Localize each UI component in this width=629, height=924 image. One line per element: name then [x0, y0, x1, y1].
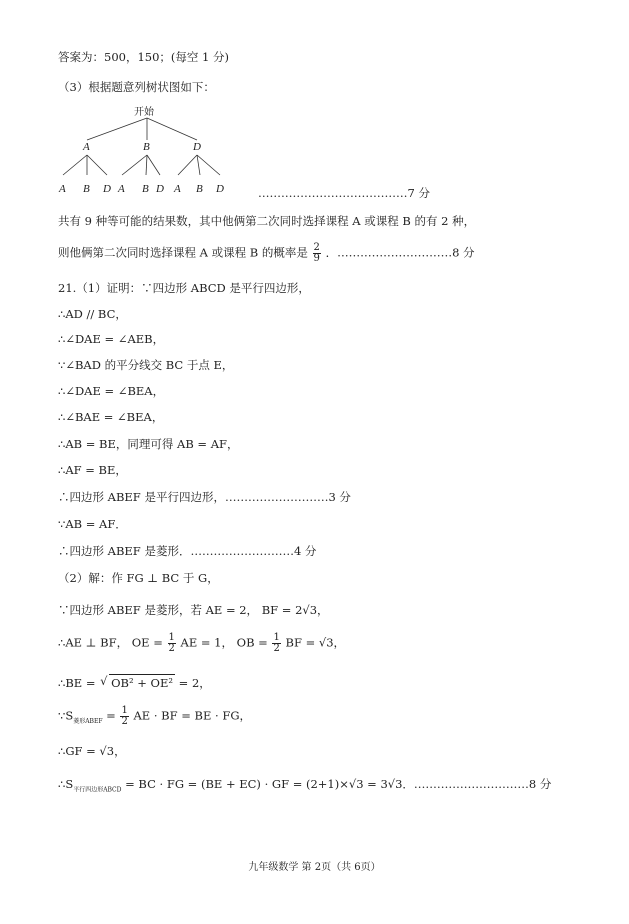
tree-node-a: A: [83, 141, 90, 153]
p2-line-2-c: BF = √3，: [285, 635, 346, 650]
probability-fraction: [313, 243, 321, 264]
fraction-denominator: 9: [313, 253, 320, 264]
p2-line-2: [58, 633, 345, 654]
half-fraction: [168, 633, 176, 654]
p2-line-2-a: ∴AE ⊥ BF， OE =: [58, 635, 163, 650]
p2-line-4-a: ∵S: [58, 708, 74, 723]
p2-line-1: ∵四边形 ABEF 是菱形，若 AE = 2， BF = 2√3，: [58, 603, 329, 617]
answer-line: 答案为：500，150；(每空 1 分): [58, 50, 229, 64]
tree-diagram: [50, 100, 250, 200]
tree-leaf: B: [196, 183, 203, 195]
proof-line: ∴AD // BC，: [58, 307, 127, 321]
page-footer: 九年级数学 第 2页（共 6页）: [248, 862, 381, 873]
tree-leaf: B: [142, 183, 149, 195]
p2-line-6-a: ∴S: [58, 777, 74, 791]
proof-line: ∴四边形 ABEF 是平行四边形，………………………3 分: [58, 490, 351, 504]
tree-leaf: A: [59, 183, 66, 195]
p2-line-3-b: = 2，: [178, 676, 211, 690]
tree-leaf: D: [216, 183, 224, 195]
p2-line-4: [58, 706, 251, 730]
p2-line-3: [58, 674, 211, 691]
proof-line: ∴AB = BE，同理可得 AB = AF，: [58, 437, 239, 451]
p2-line-4-sub: 菱形ABEF: [73, 717, 103, 725]
tree-node-b: B: [143, 141, 150, 153]
tree-leaf: A: [174, 183, 181, 195]
proof-line: ∵∠BAD 的平分线交 BC 于点 E，: [58, 358, 234, 372]
tree-leaf: D: [156, 183, 164, 195]
result-line-1: 共有 9 种等可能的结果数，其中他俩第二次同时选择课程 A 或课程 B 的有 2 种，: [58, 214, 476, 228]
p2-line-3-a: ∴BE =: [58, 676, 96, 690]
proof-line: ∴AF = BE，: [58, 463, 127, 477]
fraction-numerator: 1: [273, 632, 280, 643]
p2-line-6-sub: 平行四边形ABCD: [73, 786, 122, 794]
p2-line-6-b: = BC · FG = (BE + EC) · GF = (2+1)×√3 = 3√3．…………………………8 分: [125, 777, 552, 791]
result-line-2-suffix: ．…………………………8 分: [325, 245, 475, 260]
proof-line: ∴∠BAE = ∠BEA，: [58, 410, 164, 424]
p2-line-5: ∴GF = √3，: [58, 744, 126, 758]
proof-line: ∵AB = AF．: [58, 517, 127, 531]
p2-line-4-c: AE · BF = BE · FG，: [133, 708, 252, 723]
fraction-numerator: 1: [168, 632, 175, 643]
p2-line-2-b: AE = 1， OB =: [180, 635, 268, 650]
tree-node-d: D: [193, 141, 201, 153]
proof-line: ∴四边形 ABEF 是菱形．………………………4 分: [58, 544, 317, 558]
half-fraction: [272, 633, 280, 654]
proof-line: ∴∠DAE = ∠BEA，: [58, 384, 165, 398]
q21-heading: 21.（1）证明：∵四边形 ABCD 是平行四边形，: [58, 281, 310, 295]
p2-line-6: [58, 776, 551, 798]
fraction-numerator: 1: [121, 705, 128, 716]
result-line-2-prefix: 则他俩第二次同时选择课程 A 或课程 B 的概率是: [58, 245, 308, 260]
sqrt-expression: √ OB² + OE²: [109, 674, 175, 691]
proof-line: ∴∠DAE = ∠AEB，: [58, 332, 165, 346]
half-fraction: [120, 706, 128, 727]
result-line-2: [58, 243, 475, 264]
tree-leaf: A: [118, 183, 125, 195]
fraction-numerator: 2: [313, 242, 320, 253]
part2-heading: （2）解：作 FG ⊥ BC 于 G，: [58, 571, 219, 585]
fraction-denominator: 2: [121, 716, 128, 727]
tree-leaf: B: [83, 183, 90, 195]
tree-leaf: D: [103, 183, 111, 195]
tree-root: 开始: [134, 107, 154, 118]
fraction-denominator: 2: [273, 643, 280, 654]
fraction-denominator: 2: [168, 643, 175, 654]
part3-heading: （3）根据题意列树状图如下：: [58, 80, 215, 94]
p2-line-4-b: =: [106, 708, 116, 723]
tree-score: …………………………………7 分: [258, 186, 430, 200]
